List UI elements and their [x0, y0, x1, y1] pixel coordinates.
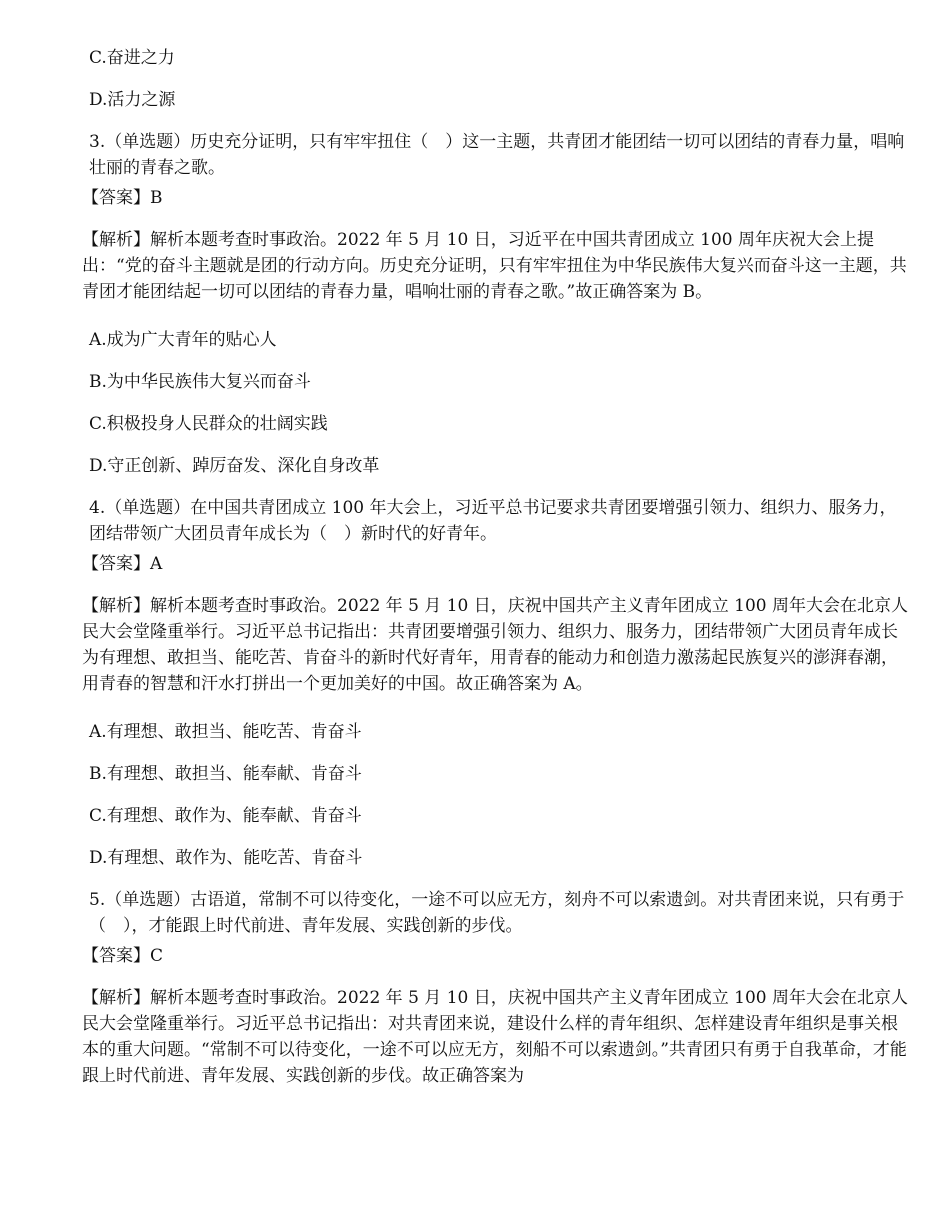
q4-option-c: C.有理想、敢作为、能奉献、肯奋斗	[89, 806, 362, 826]
q4-option-a: A.有理想、敢担当、能吃苦、肯奋斗	[89, 722, 362, 742]
q5-answer: 【答案】C	[82, 946, 164, 966]
q3-option-b: B.为中华民族伟大复兴而奋斗	[89, 372, 311, 392]
q3-question: 3.（单选题）历史充分证明，只有牢牢扭住（ ）这一主题，共青团才能团结一切可以团结的青春力量，唱响壮丽的青春之歌。	[89, 132, 905, 178]
q3-option-a: A.成为广大青年的贴心人	[89, 330, 277, 350]
q4-explanation: 【解析】解析本题考查时事政治。2022 年 5 月 10 日，庆祝中国共产主义青年团成立 100 周年大会在北京人民大会堂隆重举行。习近平总书记指出：共青团要增强引领力、组织力、服务力，团结带领广大团员青年成长为有理想、敢担当、能吃苦、肯奋斗的新时代好青年，用青春的能动力和创造力激荡起民族复兴的澎湃春潮，用青春的智慧和汗水打拼出一个更加美好的中国。故正确答案为 A。	[82, 596, 908, 694]
q3-options	[89, 327, 909, 479]
q5-question: 5.（单选题）古语道，常制不可以待变化，一途不可以应无方，刻舟不可以索遗剑。对共青团来说，只有勇于（ ），才能跟上时代前进、青年发展、实践创新的步伐。	[89, 890, 905, 936]
q4-question: 4.（单选题）在中国共青团成立 100 年大会上，习近平总书记要求共青团要增强引领力、组织力、服务力，团结带领广大团员青年成长为（ ）新时代的好青年。	[89, 498, 897, 544]
q3-option-d: D.守正创新、踔厉奋发、深化自身改革	[89, 456, 380, 476]
q4-options	[89, 719, 909, 871]
document-content	[82, 45, 909, 1109]
q4-option-d: D.有理想、敢作为、能吃苦、肯奋斗	[89, 848, 363, 868]
q2-option-d: D.活力之源	[89, 90, 176, 110]
q3-option-c: C.积极投身人民群众的壮阔实践	[89, 414, 328, 434]
q4-answer: 【答案】A	[82, 554, 163, 574]
q4-option-b: B.有理想、敢担当、能奉献、肯奋斗	[89, 764, 362, 784]
q2-option-c: C.奋进之力	[89, 48, 175, 68]
q3-explanation: 【解析】解析本题考查时事政治。2022 年 5 月 10 日，习近平在中国共青团成立 100 周年庆祝大会上提出：“党的奋斗主题就是团的行动方向。历史充分证明，只有牢牢扭住为中华民族伟大复兴而奋斗这一主题，共青团才能团结起一切可以团结的青春力量，唱响壮丽的青春之歌。”故正确答案为 B。	[82, 230, 907, 302]
q3-answer: 【答案】B	[82, 188, 163, 208]
q5-explanation: 【解析】解析本题考查时事政治。2022 年 5 月 10 日，庆祝中国共产主义青年团成立 100 周年大会在北京人民大会堂隆重举行。习近平总书记指出：对共青团来说，建设什么样的青年组织、怎样建设青年组织是事关根本的重大问题。“常制不可以待变化，一途不可以应无方，刻船不可以索遗剑。”共青团只有勇于自我革命，才能跟上时代前进、青年发展、实践创新的步伐。故正确答案为	[82, 988, 908, 1086]
